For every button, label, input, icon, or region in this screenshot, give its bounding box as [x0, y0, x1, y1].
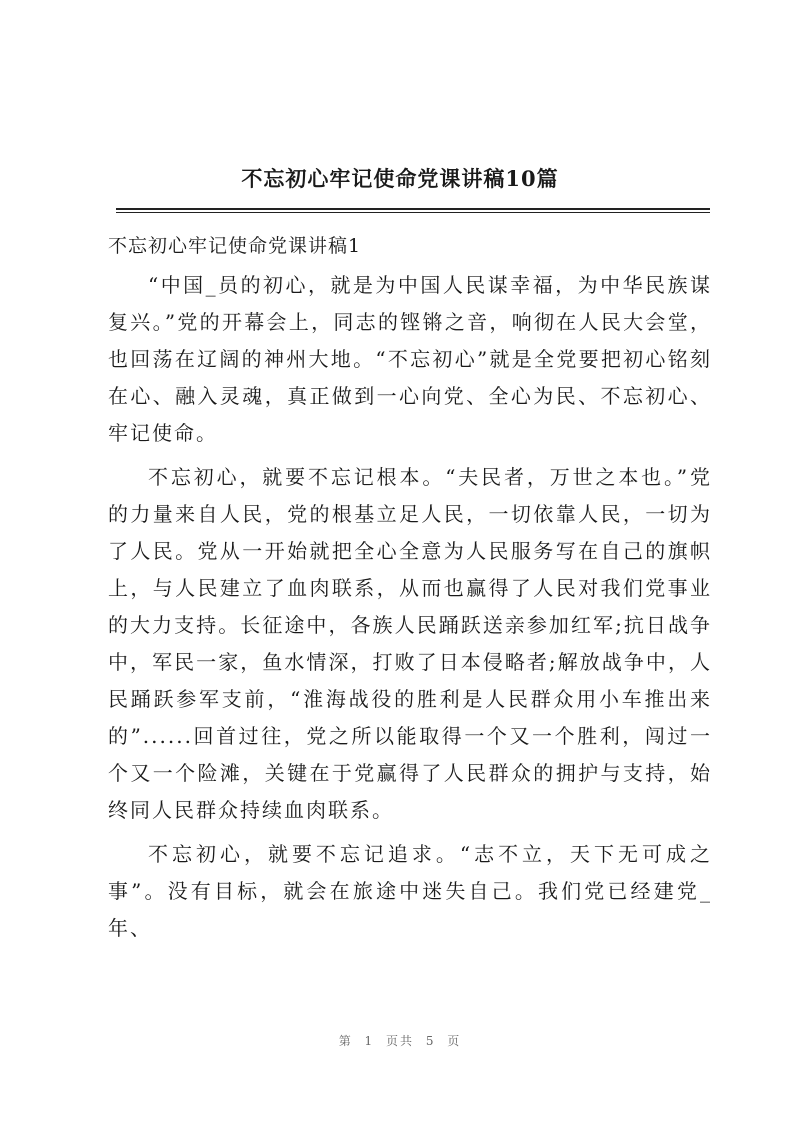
- document-body: [108, 228, 712, 954]
- paragraph-1: “中国_员的初心，就是为中国人民谋幸福，为中华民族谋复兴。”党的开幕会上，同志的铿锵之音，响彻在人民大会堂，也回荡在辽阔的神州大地。“不忘初心”就是全党要把初心铭刻在心、融入灵魂，真正做到一心向党、全心为民、不忘初心、牢记使命。: [108, 273, 712, 445]
- title-divider: [116, 208, 710, 213]
- section-heading: 不忘初心牢记使命党课讲稿1: [108, 235, 362, 257]
- paragraph-2: 不忘初心，就要不忘记根本。“夫民者，万世之本也。”党的力量来自人民，党的根基立足人民，一切依靠人民，一切为了人民。党从一开始就把全心全意为人民服务写在自己的旗帜上，与人民建立了血肉联系，从而也赢得了人民对我们党事业的大力支持。长征途中，各族人民踊跃送亲参加红军;抗日战争中，军民一家，鱼水情深，打败了日本侵略者;解放战争中，人民踊跃参军支前，“淮海战役的胜利是人民群众用小车推出来的”......回首过往，党之所以能取得一个又一个胜利，闯过一个又一个险滩，关键在于党赢得了人民群众的拥护与支持，始终同人民群众持续血肉联系。: [108, 465, 712, 822]
- page-footer: 第 1 页共 5 页: [338, 1034, 462, 1048]
- document-title: 不忘初心牢记使命党课讲稿10篇: [241, 166, 559, 191]
- paragraph-3: 不忘初心，就要不忘记追求。“志不立，天下无可成之事”。没有目标，就会在旅途中迷失自己。我们党已经建党_年、: [108, 842, 712, 940]
